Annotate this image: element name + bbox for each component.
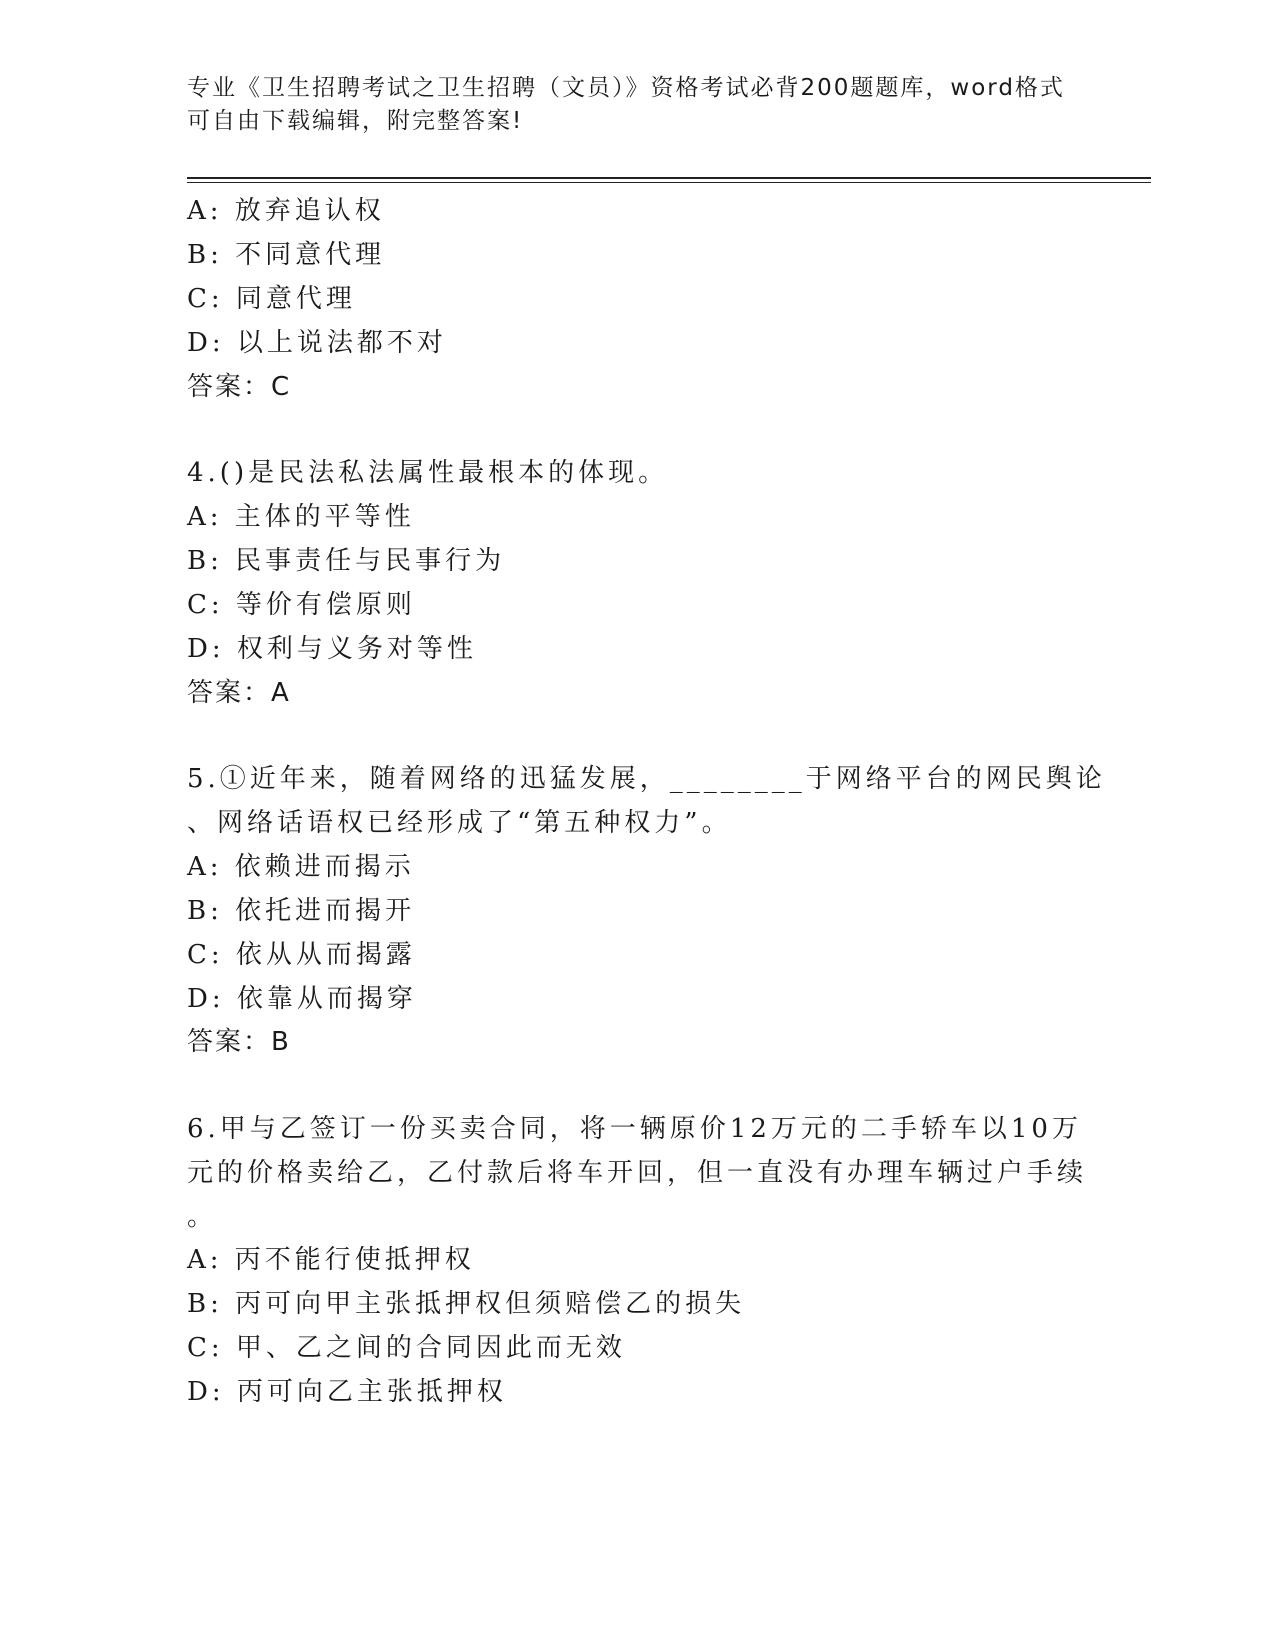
q6-stem-line-3: 。 — [187, 1202, 218, 1232]
q3-option-a: A: 放弃追认权 — [187, 196, 385, 226]
q4-option-c: C: 等价有偿原则 — [187, 590, 416, 620]
q4-option-b: B: 民事责任与民事行为 — [187, 546, 506, 576]
header-divider-thick — [187, 177, 1151, 179]
q5-option-c: C: 依从从而揭露 — [187, 940, 416, 970]
q6-option-c: C: 甲、乙之间的合同因此而无效 — [187, 1333, 626, 1363]
q3-option-b: B: 不同意代理 — [187, 240, 386, 270]
q6-option-b: B: 丙可向甲主张抵押权但须赔偿乙的损失 — [187, 1289, 746, 1319]
q5-option-d: D: 依靠从而揭穿 — [187, 984, 417, 1014]
header-line-2: 可自由下载编辑，附完整答案! — [187, 108, 524, 134]
q5-answer: 答案：B — [187, 1027, 291, 1057]
q4-answer: 答案：A — [187, 678, 291, 708]
q5-option-b: B: 依托进而揭开 — [187, 896, 416, 926]
q5-stem-line-2: 、网络话语权已经形成了“第五种权力”。 — [187, 808, 732, 838]
q6-stem-line-2: 元的价格卖给乙，乙付款后将车开回，但一直没有办理车辆过户手续 — [187, 1158, 1088, 1188]
q5-option-a: A: 依赖进而揭示 — [187, 852, 415, 882]
q4-option-d: D: 权利与义务对等性 — [187, 634, 477, 664]
document-header — [187, 72, 1067, 138]
q6-stem-line-1: 6.甲与乙签订一份买卖合同，将一辆原价12万元的二手轿车以10万 — [187, 1114, 1082, 1144]
header-line-1: 专业《卫生招聘考试之卫生招聘（文员）》资格考试必背200题题库，word格式 — [187, 75, 1065, 101]
header-divider-thin — [187, 182, 1151, 183]
q5-stem-line-1: 5.①近年来，随着网络的迅猛发展，________于网络平台的网民舆论 — [187, 764, 1106, 794]
q3-option-d: D: 以上说法都不对 — [187, 328, 447, 358]
q6-option-d: D: 丙可向乙主张抵押权 — [187, 1377, 507, 1407]
q4-stem: 4.()是民法私法属性最根本的体现。 — [187, 458, 669, 488]
q6-option-a: A: 丙不能行使抵押权 — [187, 1245, 475, 1275]
q3-option-c: C: 同意代理 — [187, 284, 356, 314]
q4-option-a: A: 主体的平等性 — [187, 502, 415, 532]
q3-answer: 答案：C — [187, 372, 292, 402]
